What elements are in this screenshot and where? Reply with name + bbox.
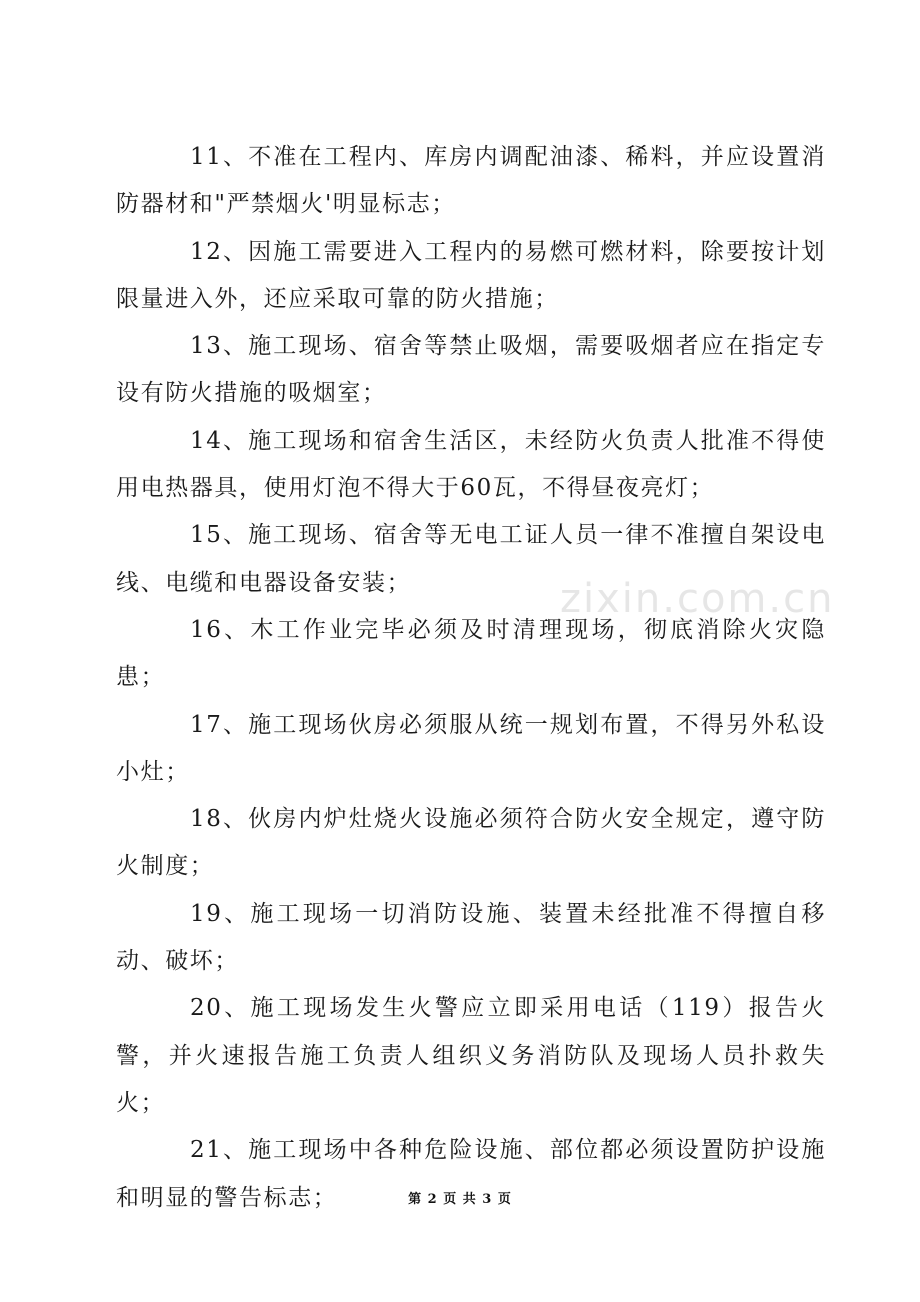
paragraph-12: 12、因施工需要进入工程内的易燃可燃材料，除要按计划限量进入外，还应采取可靠的防火措施； (116, 238, 826, 312)
paragraph-20: 20、施工现场发生火警应立即采用电话（119）报告火警，并火速报告施工负责人组织义务消防队及现场人员扑救失火； (116, 995, 826, 1116)
paragraph-21: 21、施工现场中各种危险设施、部位都必须设置防护设施和明显的警告标志； (116, 1137, 826, 1211)
page-footer: 第 2 页 共 3 页 (408, 1192, 512, 1207)
paragraph-16: 16、木工作业完毕必须及时清理现场，彻底消除火灾隐患； (116, 616, 826, 691)
paragraph-15: 15、施工现场、宿舍等无电工证人员一律不准擅自架设电线、电缆和电器设备安装； (116, 522, 826, 596)
paragraph-19: 19、施工现场一切消防设施、装置未经批准不得擅自移动、破坏； (116, 900, 826, 975)
paragraph-13: 13、施工现场、宿舍等禁止吸烟，需要吸烟者应在指定专设有防火措施的吸烟室； (116, 333, 826, 407)
document-body (116, 134, 826, 1222)
paragraph-18: 18、伙房内炉灶烧火设施必须符合防火安全规定，遵守防火制度； (116, 806, 826, 880)
watermark: zixin.com.cn (560, 576, 835, 622)
paragraph-14: 14、施工现场和宿舍生活区，未经防火负责人批准不得使用电热器具，使用灯泡不得大于60瓦，不得昼夜亮灯； (116, 427, 826, 502)
paragraph-11: 11、不准在工程内、库房内调配油漆、稀料，并应设置消防器材和"严禁烟火'明显标志； (116, 144, 826, 218)
paragraph-17: 17、施工现场伙房必须服从统一规划布置，不得另外私设小灶； (116, 711, 826, 785)
